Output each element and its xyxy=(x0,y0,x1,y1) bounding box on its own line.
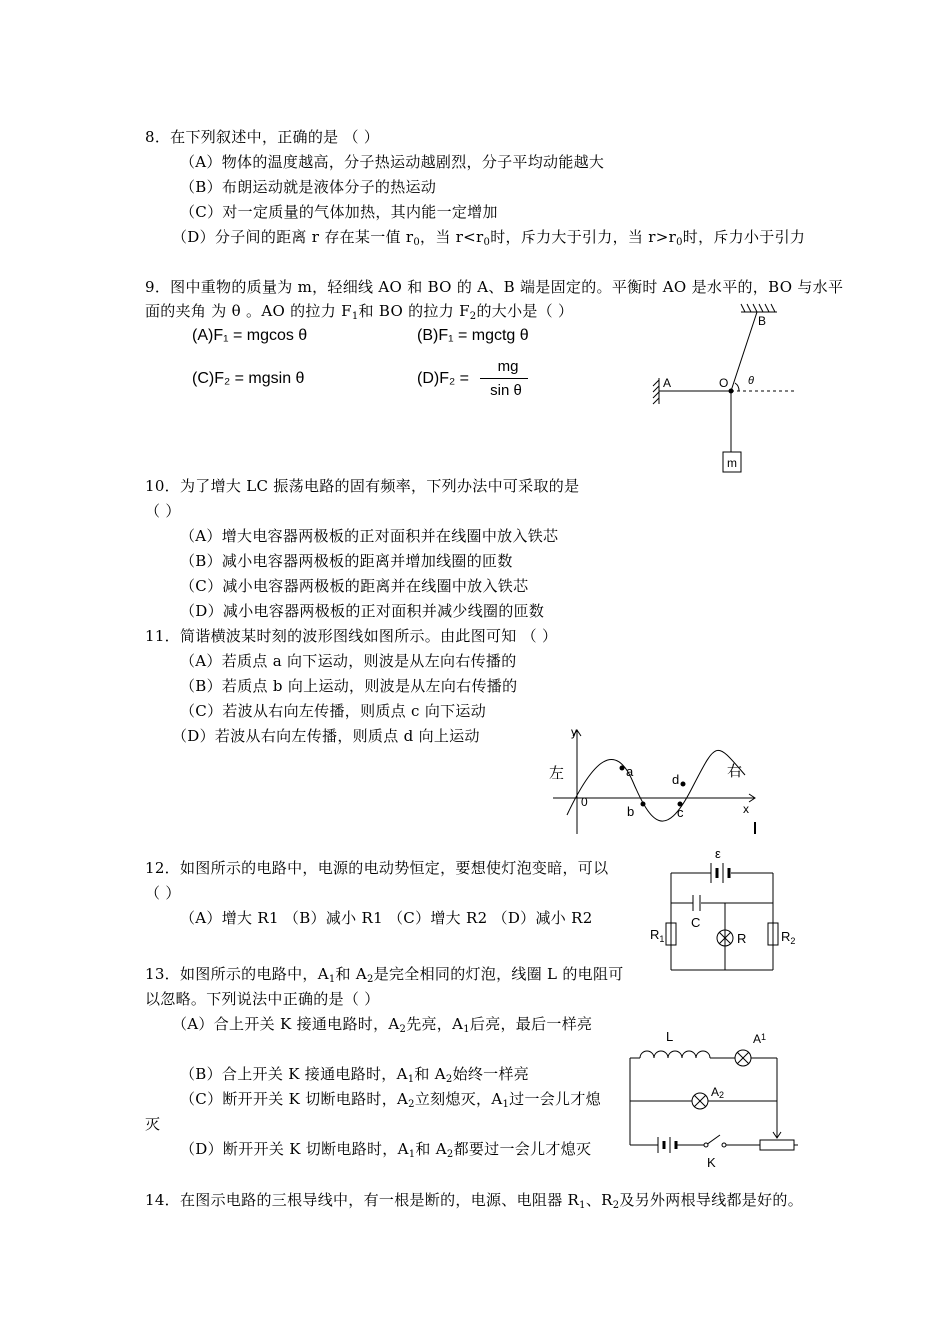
q13-stem-line2: 以忽略。下列说法中正确的是（ ） xyxy=(145,990,380,1008)
q13-option-d: （D）断开开关 K 切断电路时，$A_1$和 $A_2$都要过一会儿才熄灭 xyxy=(180,1140,592,1160)
q11-label-left: 左 xyxy=(549,765,565,782)
q11-option-d: （D）若波从右向左传播，则质点 d 向上运动 xyxy=(172,727,480,745)
q13-option-b: （B）合上开关 K 接通电路时，$A_1$和 $A_2$始终一样亮 xyxy=(180,1065,530,1085)
q12-label-c: C xyxy=(691,915,701,930)
q10-option-c: （C）减小电容器两极板的距离并在线圈中放入铁芯 xyxy=(180,577,529,595)
q12-options: （A）增大 R1 （B）减小 R1 （C）增大 R2 （D）减小 R2 xyxy=(180,909,593,927)
q9-label-o: O xyxy=(719,376,729,390)
q11-wave-diagram xyxy=(545,720,775,840)
q12-paren: （ ） xyxy=(145,884,181,902)
q10-option-d: （D）减小电容器两极板的正对面积并减少线圈的匝数 xyxy=(180,602,545,620)
q13-circuit-diagram xyxy=(620,1025,810,1175)
q10-paren: （ ） xyxy=(145,502,181,520)
q11-option-a: （A）若质点 a 向下运动，则波是从左向右传播的 xyxy=(180,652,517,670)
q12-label-lamp-r: R xyxy=(737,931,747,946)
q9-fraction-bar xyxy=(480,378,528,379)
q13-label-a2: A2 xyxy=(711,1085,725,1100)
q9-option-d-denominator: sin θ xyxy=(490,382,522,399)
q12-circuit-diagram xyxy=(645,845,805,975)
q10-stem: 10．为了增大 LC 振荡电路的固有频率，下列办法中可采取的是 xyxy=(145,477,580,495)
q13-option-c: （C）断开开关 K 切断电路时，$A_2$立刻熄灭，$A_1$过一会儿才熄 xyxy=(180,1090,601,1110)
q9-force-diagram xyxy=(645,300,825,480)
q11-label-d: d xyxy=(672,772,680,787)
q12-label-r1: $R_1$ xyxy=(650,927,665,944)
q10-option-b: （B）减小电容器两极板的距离并增加线圈的匝数 xyxy=(180,552,513,570)
q13-label-k: K xyxy=(707,1155,716,1170)
q10-option-a: （A）增大电容器两极板的正对面积并在线圈中放入铁芯 xyxy=(180,527,559,545)
q11-label-origin: 0 xyxy=(581,795,588,809)
q9-label-m: m xyxy=(727,456,737,470)
q8-option-b: （B）布朗运动就是液体分子的热运动 xyxy=(180,178,437,196)
q13-stem-line1: 13．如图所示的电路中，$A_1$和 $A_2$是完全相同的灯泡，线圈 L 的电阻可 xyxy=(145,965,624,985)
q9-option-b: (B)F₁ = mgctg θ xyxy=(417,327,529,344)
q11-label-b: b xyxy=(627,804,635,819)
q11-label-y: y xyxy=(571,725,577,739)
q11-option-b: （B）若质点 b 向上运动，则波是从左向右传播的 xyxy=(180,677,518,695)
q9-option-c: (C)F₂ = mgsin θ xyxy=(192,370,305,387)
q11-label-c: c xyxy=(677,805,684,820)
q14-stem: 14．在图示电路的三根导线中，有一根是断的，电源、电阻器 $R_1$、$R_2$及另外两根导线都是好的。 xyxy=(145,1191,804,1211)
q11-stem: 11．简谐横波某时刻的波形图线如图所示。由此图可知 （ ） xyxy=(145,627,558,645)
q11-option-c: （C）若波从右向左传播，则质点 c 向下运动 xyxy=(180,702,487,720)
q11-label-x: x xyxy=(743,802,749,816)
q13-label-a1: $A^1$ xyxy=(753,1032,767,1046)
q9-label-theta: θ xyxy=(748,375,754,387)
q9-option-d: (D)F₂ = xyxy=(417,370,469,387)
q8-option-d: （D）分子间的距离 r 存在某一值 $r_0$，当 $r<r_0$时，斥力大于引力，当 $r>r_0$时，斥力小于引力 xyxy=(172,228,806,248)
q12-label-r2: $R_2$ xyxy=(781,929,796,946)
q12-stem: 12．如图所示的电路中，电源的电动势恒定，要想使灯泡变暗，可以 xyxy=(145,859,609,877)
q9-stem-line1: 9．图中重物的质量为 m，轻细线 AO 和 BO 的 A、B 端是固定的。平衡时 AO 是水平的，BO 与水平 xyxy=(145,278,844,296)
q9-stem-line2: 面的夹角 为 θ 。AO 的拉力 $F_1$和 BO 的拉力 $F_2$的大小是（ ） xyxy=(145,302,574,322)
q9-label-a: A xyxy=(663,376,672,390)
q9-option-d-numerator: mg xyxy=(497,358,519,375)
q8-option-a: （A）物体的温度越高，分子热运动越剧烈，分子平均动能越大 xyxy=(180,153,605,171)
q13-label-l: L xyxy=(666,1029,674,1044)
q9-option-a: (A)F₁ = mgcos θ xyxy=(192,327,308,344)
q13-option-a: （A）合上开关 K 接通电路时，$A_2$先亮，$A_1$后亮，最后一样亮 xyxy=(172,1015,593,1035)
q13-option-c-wrap: 灭 xyxy=(145,1115,161,1133)
q8-option-c: （C）对一定质量的气体加热，其内能一定增加 xyxy=(180,203,498,221)
q8-stem: 8．在下列叙述中，正确的是 （ ） xyxy=(145,128,380,146)
q12-label-emf: ε xyxy=(715,846,721,861)
q11-label-a: a xyxy=(626,764,634,779)
q11-label-right: 右 xyxy=(727,763,743,780)
q9-label-b: B xyxy=(758,314,767,328)
